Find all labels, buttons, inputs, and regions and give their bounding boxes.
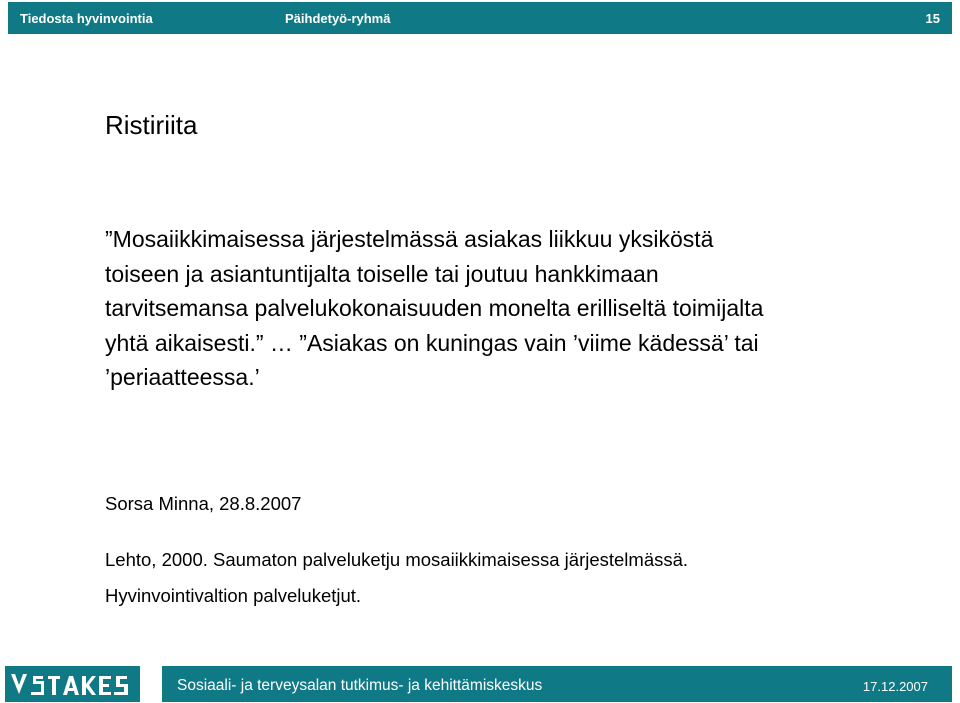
quote-line: ”Mosaiikkimaisessa järjestelmässä asiakas liikkuu yksiköstä <box>105 226 714 252</box>
quote-block <box>105 222 885 395</box>
quote-author: Sorsa Minna, 28.8.2007 <box>105 493 302 514</box>
header-left-label: Tiedosta hyvinvointia <box>20 11 153 26</box>
footer-bar <box>0 664 960 703</box>
header-bar <box>0 0 960 38</box>
organization-name: Sosiaali- ja terveysalan tutkimus- ja kehittämiskeskus <box>177 677 543 694</box>
header-middle-label: Päihdetyö-ryhmä <box>285 11 391 26</box>
page-number: 15 <box>925 11 940 26</box>
reference-line: Lehto, 2000. Saumaton palveluketju mosaiikkimaisessa järjestelmässä. <box>105 549 689 570</box>
reference-line: Hyvinvointivaltion palveluketjut. <box>105 585 362 606</box>
footer-band <box>162 666 952 702</box>
slide-title: Ristiriita <box>105 110 198 140</box>
quote-line: toiseen ja asiantuntijalta toiselle tai joutuu hankkimaan <box>105 260 659 287</box>
reference <box>105 542 688 614</box>
quote-line: tarvitsemansa palvelukokonaisuuden monelta erilliseltä toimijalta <box>105 295 764 321</box>
header-band <box>8 2 952 34</box>
quote-line: ’periaatteessa.’ <box>105 364 260 390</box>
footer-date: 17.12.2007 <box>862 679 928 694</box>
stakes-logo <box>5 666 140 702</box>
quote-line: yhtä aikaisesti.” … ”Asiakas on kuningas vain ’viime kädessä’ tai <box>105 329 759 356</box>
